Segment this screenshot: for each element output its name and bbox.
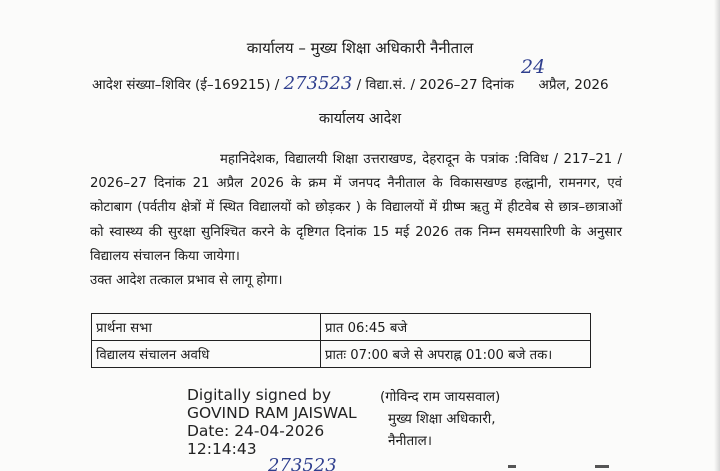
schedule-table <box>91 313 591 368</box>
schedule-value: प्रात 06:45 बजे <box>321 314 591 341</box>
order-prefix: आदेश संख्या–शिविर (ई–169215) / <box>92 77 280 93</box>
order-paragraph: महानिदेशक, विद्यालयी शिक्षा उत्तराखण्ड, देहरादून के पत्रांक :विविध / 217–21 / 2026–27 दिनांक 21 अप्रैल 2026 के क्रम में जनपद नैनीताल के विकासखण्ड हल्द्वानी, रामनगर, एवं कोटाबाग (पर्वतीय क्षेत्रों में स्थित विद्यालयों को छोड़कर ) के विद्यालयों में ग्रीष्म ऋतु में हीटवेब से छात्र–छात्राओं को स्वास्थ्य की सुरक्षा सुनिश्चित करने के दृष्टिगत दिनांक 15 मई 2026 तक निम्न समयसारिणी के अनुसार विद्यालय संचालन किया जायेगा। <box>90 152 622 264</box>
officer-name: (गोविन्द राम जायसवाल) <box>380 389 501 405</box>
scan-mark <box>595 465 609 468</box>
digital-signature-signer: GOVIND RAM JAISWAL <box>187 404 357 422</box>
office-title: कार्यालय – मुख्य शिक्षा अधिकारी नैनीताल <box>246 39 474 57</box>
digital-signature-block <box>187 386 357 458</box>
table-row <box>92 314 591 341</box>
handwritten-order-number: 273523 <box>283 73 353 94</box>
order-body <box>90 148 622 293</box>
digital-signature-date: Date: 24-04-2026 <box>187 422 325 440</box>
schedule-label: प्रार्थना सभा <box>92 314 321 341</box>
schedule-label: विद्यालय संचालन अवधि <box>92 341 321 368</box>
officer-place: नैनीताल। <box>388 433 432 449</box>
digital-signature-line: Digitally signed by <box>187 386 332 404</box>
order-suffix: / विद्या.सं. / 2026–27 दिनांक <box>356 77 514 93</box>
effect-line: उक्त आदेश तत्काल प्रभाव से लागू होगा। <box>90 273 283 289</box>
digital-signature-time: 12:14:43 <box>187 440 257 458</box>
officer-designation: मुख्य शिक्षा अधिकारी, <box>388 411 496 427</box>
handwritten-number-bottom: 273523 <box>268 455 337 471</box>
scan-edge-shadow <box>714 0 720 471</box>
scan-mark <box>508 465 516 468</box>
officer-signature <box>380 386 500 452</box>
order-month: अप्रैल, 2026 <box>538 77 609 93</box>
schedule-value: प्रातः 07:00 बजे से अपराह्न 01:00 बजे तक। <box>321 341 591 368</box>
handwritten-date: 24 <box>521 56 546 78</box>
order-subtitle: कार्यालय आदेश <box>318 111 402 127</box>
table-row <box>92 341 591 368</box>
